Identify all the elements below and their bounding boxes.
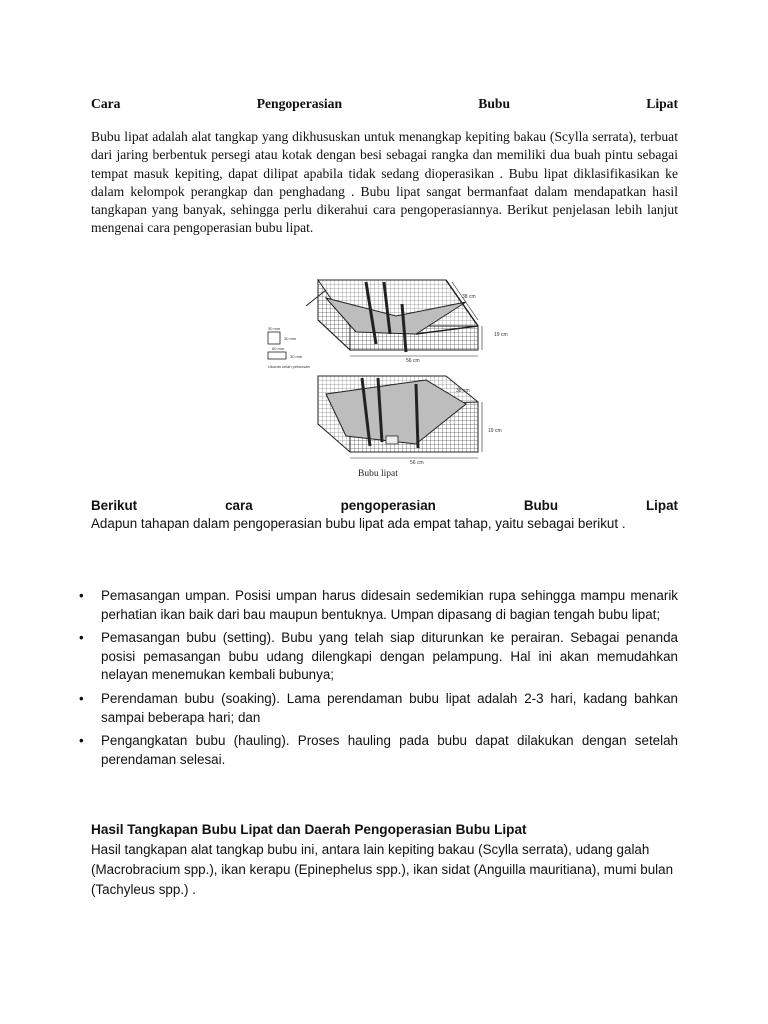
trap-drawing-top (306, 280, 508, 364)
bullet: • (79, 690, 84, 706)
bullet: • (79, 588, 84, 603)
section-heading (91, 497, 678, 516)
trap-drawing-bottom (318, 376, 502, 466)
list-item (79, 732, 678, 769)
dim-label: 38 cm (456, 388, 470, 394)
legend-label: 60 mm (272, 346, 285, 351)
title-word: Cara (91, 96, 121, 111)
section-word: Berikut (91, 498, 138, 513)
list-item (79, 587, 678, 624)
section-lead: Adapun tahapan dalam pengoperasian bubu lipat ada empat tahap, yaitu sebagai berikut . (91, 516, 626, 531)
bullet: • (79, 630, 84, 646)
dim-label: 19 cm (488, 428, 502, 434)
dim-label: 19 cm (494, 332, 508, 338)
list-item (79, 690, 678, 727)
section-word: Lipat (645, 498, 678, 513)
title-word: Pengoperasian (256, 96, 343, 111)
section-word: pengoperasian (340, 498, 436, 513)
title-word: Lipat (646, 96, 678, 111)
figure-caption: Bubu lipat (358, 469, 398, 479)
step-text: Pemasangan umpan. Posisi umpan harus didesain sedemikian rupa sehingga mampu menarik perhatian ikan baik dari bau maupun bentuknya. Umpan dipasang di bagian tengah bubu lipat; (101, 588, 678, 622)
document-title (91, 95, 678, 113)
dim-label: 56 cm (406, 358, 420, 364)
bullet: • (79, 733, 84, 749)
list-item (79, 629, 678, 685)
step-text: Pemasangan bubu (setting). Bubu yang telah siap diturunkan ke perairan. Sebagai penanda posisi pemasangan bubu udang dilengkapi dengan pelampung. Hal ini akan memudahkan nelayan menemukan kembali bubunya; (101, 630, 678, 683)
steps-list (79, 587, 678, 774)
dim-label: 38 cm (462, 294, 476, 300)
section-word: Bubu (523, 498, 559, 513)
legend-label: 30 mm (268, 326, 281, 331)
result-paragraph: Hasil tangkapan alat tangkap bubu ini, antara lain kepiting bakau (Scylla serrata), udang galah (Macrobracium spp.), ikan kerapu (Epinephelus spp.), ikan sidat (Anguilla mauritiana), mumi bulan (Tachyleus spp.) . (91, 842, 674, 897)
legend-label: 30 mm (290, 354, 303, 359)
step-text: Pengangkatan bubu (hauling). Proses hauling pada bubu dapat dilakukan dengan setelah perendaman selesai. (101, 733, 678, 767)
legend-label: 30 mm (284, 336, 297, 341)
bubu-lipat-figure (266, 276, 586, 482)
legend-note: Ukuran celah pelolosan (268, 364, 310, 369)
intro-paragraph: Bubu lipat adalah alat tangkap yang dikhususkan untuk menangkap kepiting bakau (Scylla serrata), terbuat dari jaring berbentuk persegi atau kotak dengan besi sebagai rangka dan memiliki dua buah pintu sebagai tempat masuk kepiting, dapat dilipat apabila tidak sedang dioperasikan . Bubu lipat diklasifikasikan ke dalam kelompok perangkap dan penghadang . Bubu lipat sangat bermanfaat dalam mendapatkan hasil tangkapan yang banyak, sehingga perlu dikerahui cara pengoperasiannya. Berikut penjelasan lebih lanjut mengenai cara pengoperasian bubu lipat. (91, 129, 678, 236)
title-word: Bubu (478, 96, 511, 111)
section-word: cara (225, 498, 253, 513)
step-text: Perendaman bubu (soaking). Lama perendaman bubu lipat adalah 2-3 hari, kadang bahkan sampai beberapa hari; dan (101, 690, 678, 725)
result-heading: Hasil Tangkapan Bubu Lipat dan Daerah Pengoperasian Bubu Lipat (91, 822, 527, 837)
mesh-size-legend (268, 326, 310, 369)
dim-label: 56 cm (410, 460, 424, 466)
